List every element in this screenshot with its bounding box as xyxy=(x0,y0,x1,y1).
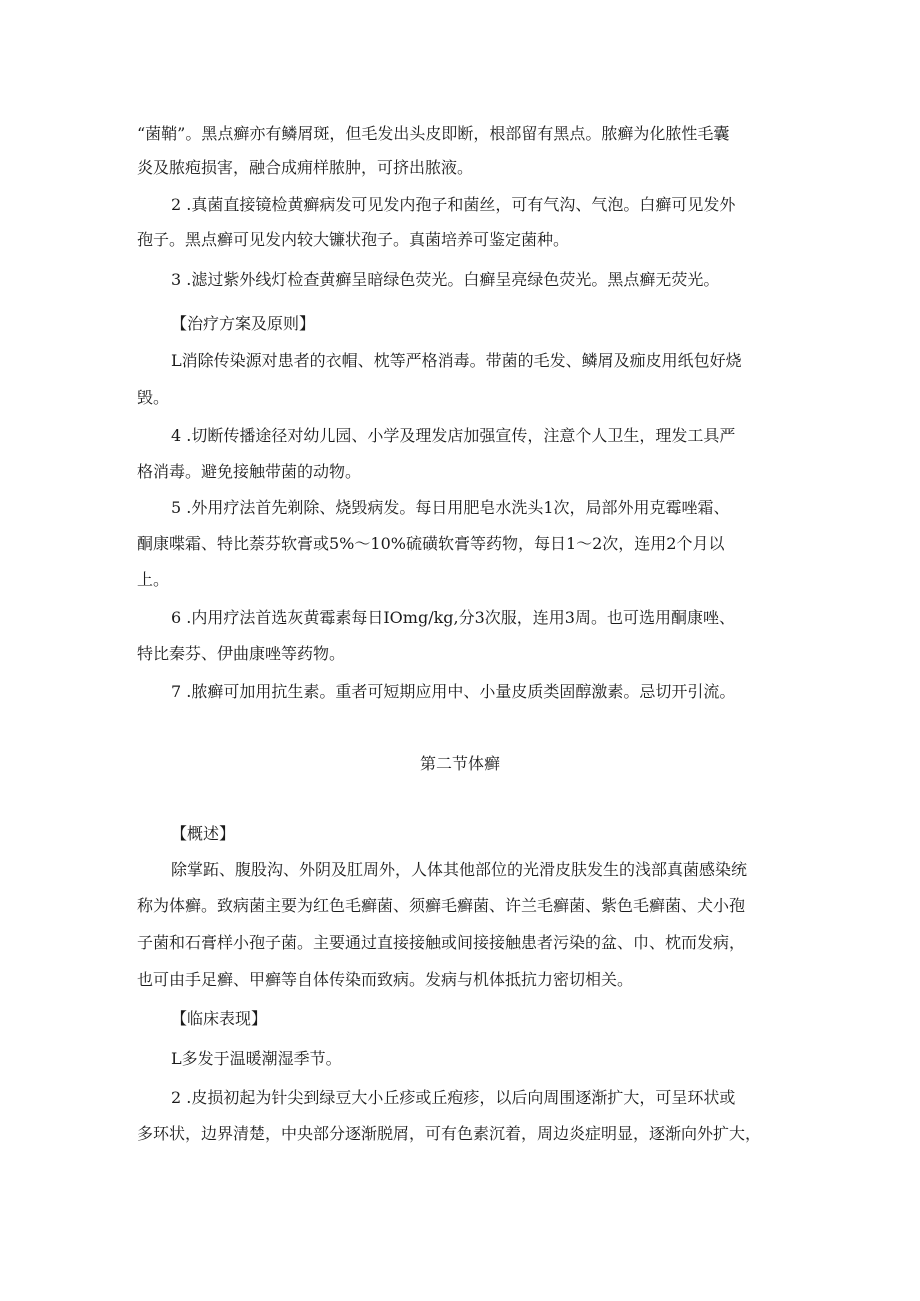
text-line: 5 .外用疗法首先剃除、烧毁病发。每日用肥皂水洗头1次，局部外用克霉唑霜、 xyxy=(171,498,730,517)
text-line: 多环状，边界清楚，中央部分逐渐脱屑，可有色素沉着，周边炎症明显，逐渐向外扩大， xyxy=(137,1124,762,1143)
text-line: 称为体癣。致病菌主要为红色毛癣菌、须癣毛癣菌、许兰毛癣菌、紫色毛癣菌、犬小孢 xyxy=(137,896,746,915)
text-line: 7 .脓癣可加用抗生素。重者可短期应用中、小量皮质类固醇激素。忌切开引流。 xyxy=(171,682,736,701)
text-line: 上。 xyxy=(137,570,170,589)
text-line: 3 .滤过紫外线灯检查黄癣呈暗绿色荧光。白癣呈亮绿色荧光。黑点癣无荧光。 xyxy=(171,270,720,289)
chapter-title: 第二节体癣 xyxy=(419,754,500,773)
text-line: 炎及脓疱损害，融合成痈样脓肿，可挤出脓液。 xyxy=(137,158,474,177)
text-line: 酮康喋霜、特比萘芬软膏或5%〜10%硫磺软膏等药物，每日1〜2次，连用2个月以 xyxy=(137,534,725,553)
text-line: 6 .内用疗法首选灰黄霉素每日IOmg∕kg,分3次服，连用3周。也可选用酮康唑、 xyxy=(171,608,735,627)
text-line: L多发于温暖潮湿季节。 xyxy=(171,1049,342,1068)
text-line: L消除传染源对患者的衣帽、枕等严格消毒。带菌的毛发、鳞屑及痂皮用纸包好烧 xyxy=(171,351,742,370)
text-line: 特比秦芬、伊曲康唑等药物。 xyxy=(137,644,346,663)
section-heading: 【临床表现】 xyxy=(171,1009,268,1028)
text-line: 4 .切断传播途径对幼儿园、小学及理发店加强宣传，注意个人卫生，理发工具严 xyxy=(171,426,736,445)
text-line: 2 .皮损初起为针尖到绿豆大小丘疹或丘疱疹，以后向周围逐渐扩大，可呈环状或 xyxy=(171,1088,736,1107)
text-line: 孢子。黑点癣可见发内较大镰状孢子。真菌培养可鉴定菌种。 xyxy=(137,230,570,249)
text-line: 除掌跖、腹股沟、外阴及肛周外，人体其他部位的光滑皮肤发生的浅部真菌感染统 xyxy=(171,860,748,879)
text-line: 2 .真菌直接镜检黄癣病发可见发内孢子和菌丝，可有气沟、气泡。白癣可见发外 xyxy=(171,195,736,214)
text-line: 也可由手足癣、甲癣等自体传染而致病。发病与机体抵抗力密切相关。 xyxy=(137,970,634,989)
text-line: 子菌和石膏样小孢子菌。主要通过直接接触或间接接触患者污染的盆、巾、枕而发病， xyxy=(137,933,746,952)
section-heading: 【治疗方案及原则】 xyxy=(171,314,316,333)
section-heading: 【概述】 xyxy=(171,824,236,843)
text-line: 格消毒。避免接触带菌的动物。 xyxy=(137,462,362,481)
text-line: 毁。 xyxy=(137,388,170,407)
text-line: “菌鞘”。黑点癣亦有鳞屑斑，但毛发出头皮即断，根部留有黑点。脓癣为化脓性毛囊 xyxy=(137,124,730,143)
